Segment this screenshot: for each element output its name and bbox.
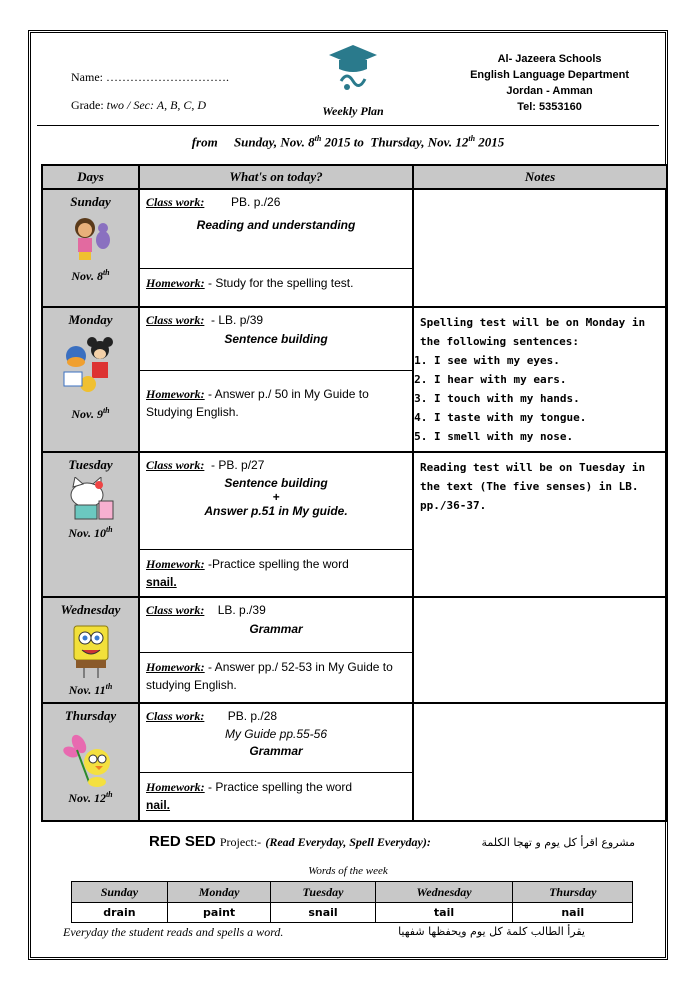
list-item: 3. I touch with my hands. [434, 389, 660, 408]
notes-cell-monday [413, 307, 667, 452]
notes-cell-thursday [413, 703, 667, 821]
telephone: Tel: 5353160 [517, 101, 582, 113]
class-work-label: Class work: [146, 458, 205, 472]
end-sup: th [468, 134, 476, 143]
class-work [140, 453, 412, 550]
homework-word: snail. [146, 575, 177, 589]
school-info [470, 51, 629, 115]
school-name: Al- Jazeera Schools [497, 53, 602, 65]
date-range [31, 134, 665, 150]
word-cell: snail [271, 903, 375, 923]
words-day: Tuesday [271, 882, 375, 903]
table-row [42, 597, 667, 703]
words-day: Thursday [513, 882, 633, 903]
class-work-ref: LB. p./39 [217, 603, 266, 617]
cartoon-characters-icon [56, 332, 126, 402]
list-item: 2. I hear with my ears. [434, 370, 660, 389]
student-info [71, 63, 229, 119]
graduation-cap-icon [323, 41, 383, 97]
day-name: Wednesday [60, 602, 121, 617]
date-text: Nov. 12 [68, 791, 106, 805]
location: Jordan - Amman [506, 85, 593, 97]
date-text: Nov. 8 [71, 269, 103, 283]
class-work-ref: - PB. p/27 [211, 458, 265, 472]
word-cell: paint [167, 903, 271, 923]
table-row [42, 307, 667, 452]
class-work [140, 704, 412, 773]
work-cell-tuesday [139, 452, 413, 597]
date-sup: th [105, 525, 113, 534]
day-date [43, 525, 138, 541]
start-date: Sunday, Nov. 8 [233, 134, 315, 150]
class-work-label: Class work: [146, 313, 205, 327]
header-days: Days [42, 165, 139, 189]
words-header-row [72, 882, 633, 903]
list-item: 4. I taste with my tongue. [434, 408, 660, 427]
day-date [43, 790, 138, 806]
weekly-plan-page [28, 30, 668, 960]
header-whats-on: What's on today? [139, 165, 413, 189]
name-line: Name: …………………………. [71, 70, 229, 84]
to-label: to [353, 134, 364, 150]
class-work-plus: + [272, 490, 280, 504]
class-work-title: Reading and understanding [196, 218, 356, 232]
grade-value: two / [106, 98, 131, 112]
homework [140, 269, 412, 297]
cartoon-bird-icon [63, 728, 119, 790]
homework [140, 653, 412, 699]
logo-caption: Weekly Plan [322, 104, 384, 118]
project-arabic: مشروع اقرأ كل يوم و تهجا الكلمة [481, 836, 635, 849]
homework-text: -Practice spelling the word [208, 557, 349, 571]
homework-label: Homework: [146, 387, 205, 401]
class-work-ref: PB. p./26 [231, 195, 281, 209]
cartoon-girl-icon [67, 214, 115, 264]
table-header-row [42, 165, 667, 189]
notes-cell-sunday [413, 189, 667, 307]
class-work-ref: PB. p./28 [227, 709, 278, 723]
day-date [43, 268, 138, 284]
class-work-title: Grammar [249, 744, 303, 758]
homework-text: - Study for the spelling test. [208, 276, 354, 290]
day-name: Tuesday [68, 457, 113, 472]
day-cell-wednesday [42, 597, 139, 703]
sec-label: Sec: A, B, C, D [133, 98, 207, 112]
date-text: Nov. 9 [71, 407, 103, 421]
homework [140, 550, 412, 596]
class-work-ref: - LB. p/39 [211, 313, 264, 327]
date-text: Nov. 11 [68, 683, 106, 697]
day-cell-tuesday [42, 452, 139, 597]
work-cell-monday [139, 307, 413, 452]
grade-line [71, 91, 229, 119]
homework [140, 773, 412, 819]
words-day: Monday [167, 882, 271, 903]
class-work-title: Grammar [249, 622, 303, 636]
date-sup: th [105, 790, 113, 799]
reading-test-note: Reading test will be on Tuesday in the text (The five senses) in LB. pp./36-37. [420, 461, 646, 512]
words-of-week-table [71, 881, 633, 923]
class-work-label: Class work: [146, 195, 205, 209]
footer-english: Everyday the student reads and spells a word. [63, 925, 284, 939]
class-work [140, 598, 412, 653]
day-cell-thursday [42, 703, 139, 821]
homework-label: Homework: [146, 557, 205, 571]
homework-text: - Practice spelling the word [208, 780, 353, 794]
class-work-title: Sentence building [224, 332, 328, 346]
table-row [42, 189, 667, 307]
notes-cell-wednesday [413, 597, 667, 703]
class-work-title: Sentence building [224, 476, 328, 490]
homework-label: Homework: [146, 276, 205, 290]
project-desc: (Read Everyday, Spell Everyday): [265, 835, 431, 849]
table-row [42, 452, 667, 597]
cartoon-sponge-icon [66, 622, 116, 682]
homework-text: - Answer pp./ 52-53 in My Guide to studying English. [146, 660, 393, 692]
table-row [42, 703, 667, 821]
day-name: Monday [68, 312, 113, 327]
date-sup: th [102, 268, 110, 277]
words-day: Sunday [72, 882, 168, 903]
homework-label: Homework: [146, 780, 205, 794]
class-work-title-2: Answer p.51 in My guide. [204, 504, 348, 518]
start-sup: th [314, 134, 322, 143]
spelling-sentences-list [420, 351, 660, 446]
weekly-plan-table [41, 164, 668, 822]
homework-text: - Answer p./ 50 in My Guide to Studying English. [146, 387, 369, 419]
homework-word: nail. [146, 798, 171, 812]
divider [37, 125, 659, 126]
list-item: 1. I see with my eyes. [434, 351, 660, 370]
words-day: Wednesday [375, 882, 513, 903]
day-name: Sunday [70, 194, 111, 209]
cartoon-kitty-icon [63, 477, 119, 521]
class-work-label: Class work: [146, 709, 205, 723]
homework [140, 371, 412, 426]
project-name: RED SED [149, 833, 216, 850]
project-label: Project:- [219, 835, 262, 849]
class-work [140, 190, 412, 269]
words-row [72, 903, 633, 923]
word-cell: drain [72, 903, 168, 923]
day-cell-sunday [42, 189, 139, 307]
list-item: 5. I smell with my nose. [434, 427, 660, 446]
class-work [140, 308, 412, 371]
footer-arabic: يقرأ الطالب كلمة كل يوم ويحفظها شفهيا [398, 925, 585, 938]
date-text: Nov. 10 [68, 526, 106, 540]
school-logo [313, 41, 393, 119]
work-cell-wednesday [139, 597, 413, 703]
day-name: Thursday [64, 708, 117, 723]
homework-label: Homework: [146, 660, 205, 674]
start-year: 2015 [324, 134, 351, 150]
class-work-ref-2: My Guide pp.55-56 [224, 727, 328, 741]
notes-cell-tuesday [413, 452, 667, 597]
grade-label: Grade: [71, 98, 104, 112]
header [31, 33, 665, 125]
end-year: 2015 [478, 134, 505, 150]
date-sup: th [102, 406, 110, 415]
word-cell: tail [375, 903, 513, 923]
work-cell-sunday [139, 189, 413, 307]
day-date [43, 682, 138, 698]
end-date: Thursday, Nov. 12 [370, 134, 469, 150]
class-work-label: Class work: [146, 603, 205, 617]
date-sup: th [105, 682, 113, 691]
word-cell: nail [513, 903, 633, 923]
day-date [43, 406, 138, 422]
project-title [149, 833, 431, 850]
day-cell-monday [42, 307, 139, 452]
department: English Language Department [470, 69, 629, 81]
work-cell-thursday [139, 703, 413, 821]
spelling-test-note: Spelling test will be on Monday in the following sentences: [420, 316, 646, 348]
from-label: from [191, 134, 218, 150]
header-notes: Notes [413, 165, 667, 189]
words-of-week-title: Words of the week [308, 865, 388, 877]
